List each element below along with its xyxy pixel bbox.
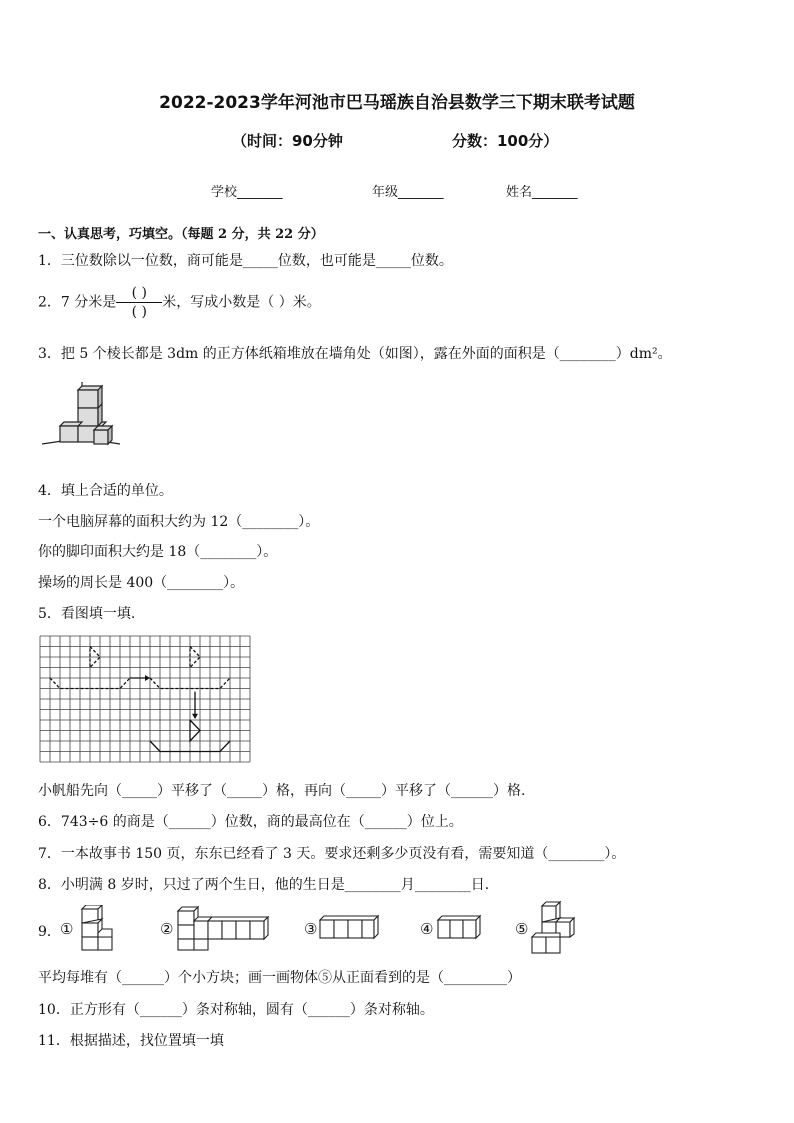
question-11: 11．根据描述，找位置填一填 <box>38 1033 224 1049</box>
figure-label-1: ① <box>60 920 74 938</box>
figure-label-2: ② <box>160 920 174 938</box>
grade-field: 年级_______ <box>372 185 444 200</box>
question-9: 9． <box>38 924 61 940</box>
question-4a: 一个电脑屏幕的面积大约为 12（________）。 <box>38 514 320 530</box>
question-4: 4．填上合适的单位。 <box>38 483 173 499</box>
question-10: 10．正方形有（______）条对称轴，圆有（______）条对称轴。 <box>38 1002 434 1018</box>
fraction-denominator: ( ) <box>131 304 147 320</box>
figure-label-4: ④ <box>420 920 434 938</box>
question-7: 7．一本故事书 150 页，东东已经看了 3 天。要求还剩多少页没有看，需要知道（________）。 <box>38 846 626 862</box>
time-label: （时间：90分钟 <box>232 132 343 150</box>
figure-label-5: ⑤ <box>515 920 529 938</box>
question-6: 6．743÷6 的商是（______）位数，商的最高位在（______）位上。 <box>38 814 463 830</box>
fraction-numerator: ( ) <box>116 284 162 303</box>
question-5: 5．看图填一填. <box>38 606 136 622</box>
question-4c: 操场的周长是 400（________）。 <box>38 575 245 591</box>
question-8: 8．小明满 8 岁时，只过了两个生日，他的生日是________月________日. <box>38 877 490 893</box>
question-3: 3．把 5 个棱长都是 3dm 的正方体纸箱堆放在墙角处（如图），露在外面的面积是（________）dm²。 <box>38 346 672 362</box>
boat-grid-figure <box>38 634 252 764</box>
q2-prefix: 2．7 分米是 <box>38 294 117 311</box>
cube-figure-3 <box>318 914 380 940</box>
figure-label-3: ③ <box>304 920 318 938</box>
cube-figure-1 <box>76 905 116 951</box>
fraction <box>116 284 162 321</box>
school-field: 学校_______ <box>211 185 283 200</box>
q2-suffix: 米，写成小数是（ ）米。 <box>162 294 321 311</box>
cube-figure-4 <box>436 914 482 940</box>
question-9-answer: 平均每堆有（______）个小方块；画一画物体⑤从正面看到的是（_________） <box>38 970 521 986</box>
section-heading: 一、认真思考，巧填空。（每题 2 分，共 22 分） <box>38 227 324 242</box>
question-2 <box>38 284 321 321</box>
score-label: 分数：100分） <box>452 132 559 150</box>
cube-stack-figure <box>40 380 122 448</box>
cube-figure-5 <box>530 900 576 954</box>
question-1: 1．三位数除以一位数，商可能是_____位数，也可能是_____位数。 <box>38 253 453 269</box>
name-field: 姓名_______ <box>506 185 578 200</box>
page-title: 2022-2023学年河池市巴马瑶族自治县数学三下期末联考试题 <box>159 93 635 113</box>
question-4b: 你的脚印面积大约是 18（________）。 <box>38 544 278 560</box>
question-5-answer: 小帆船先向（_____）平移了（_____）格，再向（_____）平移了（______）格. <box>38 783 526 799</box>
cube-figure-2 <box>176 905 272 951</box>
